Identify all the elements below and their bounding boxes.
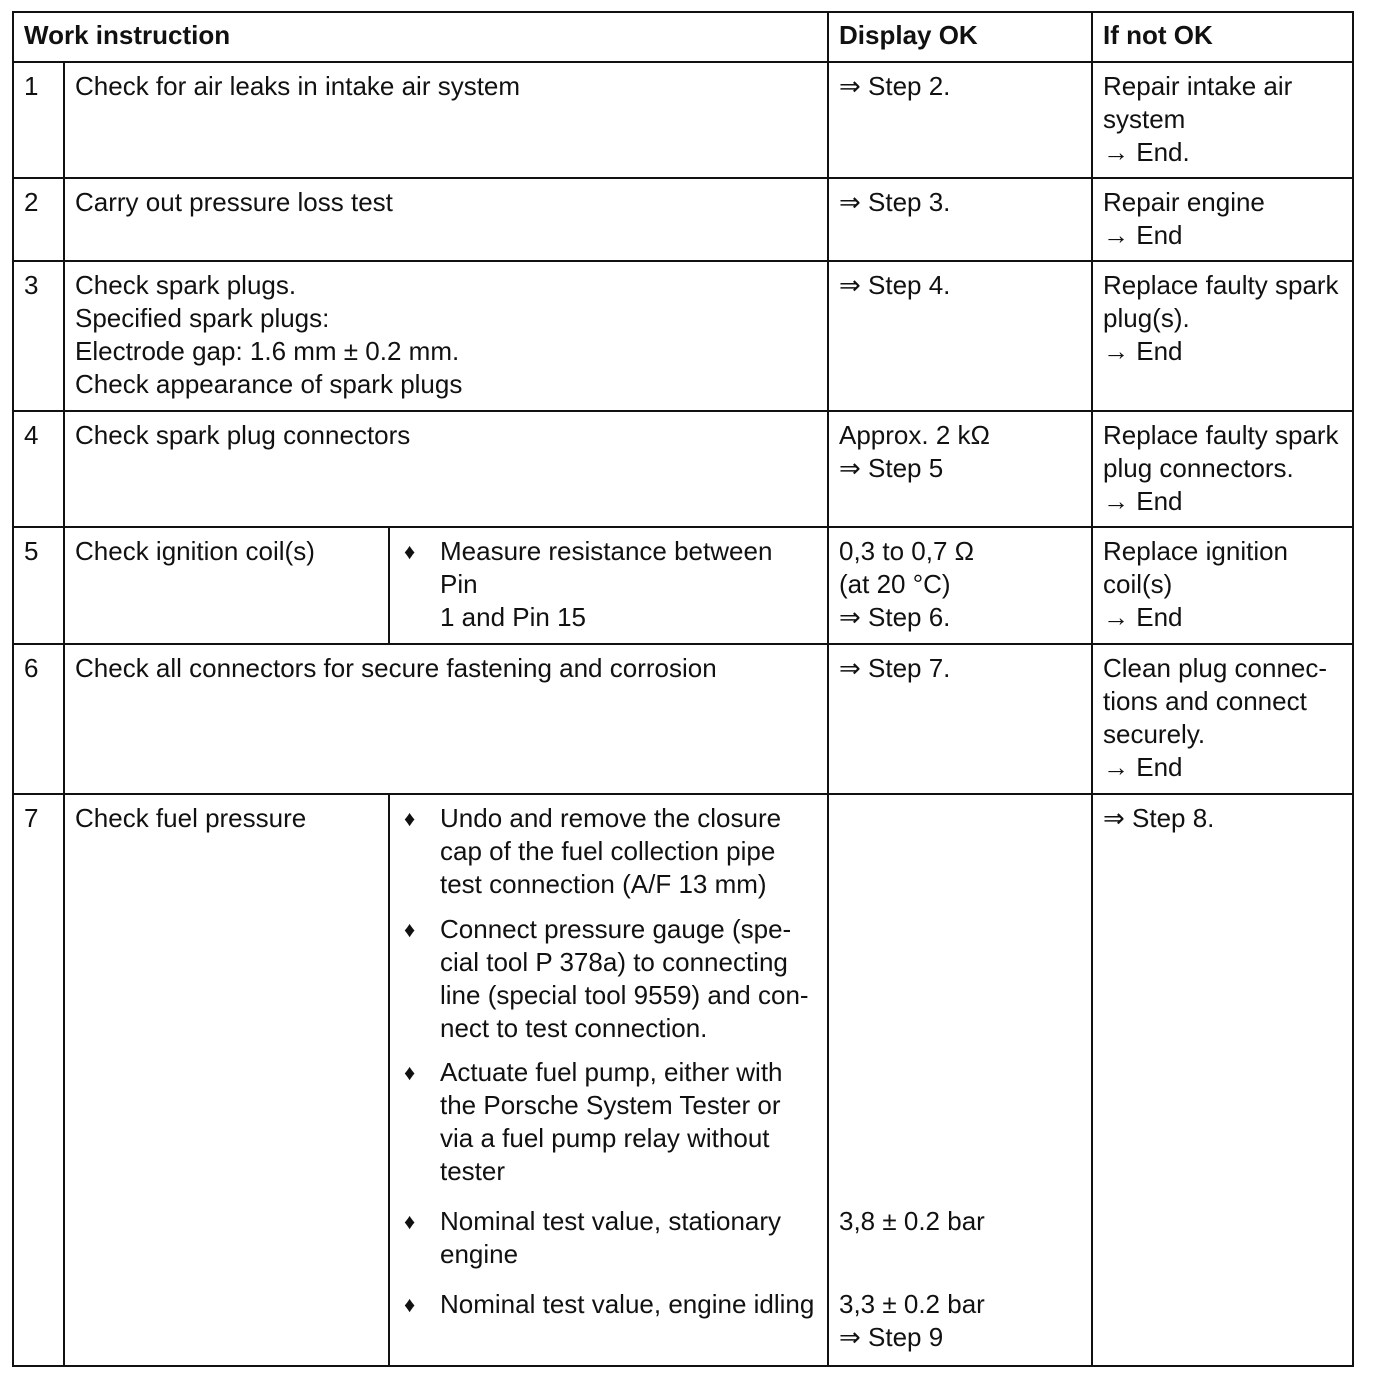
display-ok-text: ⇒ Step 6. (839, 602, 951, 632)
detail-text: Actuate fuel pump, either with (440, 1057, 783, 1087)
instruction-text: Check ignition coil(s) (75, 536, 315, 566)
if-not-ok-cell (1092, 644, 1353, 794)
if-not-ok-cell (1092, 62, 1353, 178)
if-not-ok-text: Replace faulty spark (1103, 420, 1339, 450)
if-not-ok-text: Replace faulty spark (1103, 270, 1339, 300)
instruction-text: Check all connectors for secure fastening and corrosion (75, 653, 717, 683)
detail-text: the Porsche System Tester or (440, 1090, 781, 1120)
if-not-ok-text: system (1103, 104, 1186, 134)
instruction-cell (64, 644, 828, 794)
bullet-diamond-icon: ♦ (404, 806, 416, 831)
detail-text: line (special tool 9559) and con- (440, 980, 809, 1010)
instruction-text: Check appearance of spark plugs (75, 369, 463, 399)
instruction-cell (64, 261, 828, 411)
instruction-text: Specified spark plugs: (75, 303, 330, 333)
if-not-ok-text: → End (1103, 486, 1183, 516)
instruction-text: Check spark plugs. (75, 270, 297, 300)
bullet-diamond-icon: ♦ (404, 1292, 416, 1317)
bullet-item (400, 1288, 817, 1321)
bullet-item (400, 802, 817, 902)
spacer (839, 1238, 1081, 1288)
if-not-ok-text: coil(s) (1103, 569, 1173, 599)
bullet-diamond-icon: ♦ (404, 539, 416, 564)
display-ok-text: ⇒ Step 5 (839, 453, 944, 483)
display-ok-cell (828, 178, 1092, 261)
table-row (13, 261, 1353, 411)
if-not-ok-cell (1092, 178, 1353, 261)
detail-text: Nominal test value, engine idling (440, 1289, 815, 1319)
work-instruction-table (12, 11, 1354, 1367)
detail-text: cial tool P 378a) to connecting (440, 947, 788, 977)
step-number: 7 (13, 794, 64, 1366)
display-ok-text: ⇒ Step 2. (839, 71, 951, 101)
header-display-ok: Display OK (828, 12, 1092, 62)
table-row (13, 178, 1353, 261)
detail-text: cap of the fuel collection pipe (440, 836, 776, 866)
display-ok-cell (828, 794, 1092, 1366)
bullet-item (400, 535, 817, 634)
bullet-item (400, 913, 817, 1045)
bullet-diamond-icon: ♦ (404, 1060, 416, 1085)
display-ok-cell (828, 644, 1092, 794)
detail-text: nect to test connection. (440, 1013, 708, 1043)
detail-text: test connection (A/F 13 mm) (440, 869, 767, 899)
header-work-instruction: Work instruction (13, 12, 828, 62)
instruction-cell (64, 62, 828, 178)
bullet-item (400, 1205, 817, 1271)
if-not-ok-text: plug connectors. (1103, 453, 1294, 483)
instruction-text: Check for air leaks in intake air system (75, 71, 521, 101)
detail-cell (389, 527, 828, 644)
table-row (13, 411, 1353, 527)
display-ok-text: ⇒ Step 9 (839, 1322, 944, 1352)
display-ok-text: ⇒ Step 7. (839, 653, 951, 683)
display-ok-text: Approx. 2 kΩ (839, 420, 990, 450)
step-number: 5 (13, 527, 64, 644)
if-not-ok-text: → End. (1103, 137, 1190, 167)
header-row (13, 12, 1353, 62)
if-not-ok-text: → End (1103, 602, 1183, 632)
display-ok-text: ⇒ Step 3. (839, 187, 951, 217)
if-not-ok-text: securely. (1103, 719, 1206, 749)
step-number: 3 (13, 261, 64, 411)
bullet-diamond-icon: ♦ (404, 1209, 416, 1234)
display-ok-text: 3,3 ± 0.2 bar (839, 1289, 985, 1319)
instruction-text: Electrode gap: 1.6 mm ± 0.2 mm. (75, 336, 460, 366)
instruction-cell (64, 794, 389, 1366)
detail-text: engine (440, 1239, 519, 1269)
display-ok-cell (828, 261, 1092, 411)
detail-text: Undo and remove the closure (440, 803, 782, 833)
table-row (13, 527, 1353, 644)
step-number: 6 (13, 644, 64, 794)
if-not-ok-text: Replace ignition (1103, 536, 1289, 566)
if-not-ok-cell (1092, 527, 1353, 644)
if-not-ok-cell (1092, 411, 1353, 527)
instruction-text: Check spark plug connectors (75, 420, 411, 450)
table-row (13, 62, 1353, 178)
display-ok-text: ⇒ Step 4. (839, 270, 951, 300)
if-not-ok-text: → End (1103, 336, 1183, 366)
table-row (13, 794, 1353, 1366)
if-not-ok-text: plug(s). (1103, 303, 1190, 333)
display-ok-cell (828, 411, 1092, 527)
detail-text: Measure resistance between Pin (440, 536, 773, 599)
step-number: 2 (13, 178, 64, 261)
step-number: 1 (13, 62, 64, 178)
detail-text: Nominal test value, stationary (440, 1206, 782, 1236)
instruction-text: Check fuel pressure (75, 803, 307, 833)
spacer (839, 802, 1081, 1205)
bullet-item (400, 1056, 817, 1188)
if-not-ok-text: → End (1103, 752, 1183, 782)
detail-text: via a fuel pump relay without (440, 1123, 770, 1153)
detail-text: tester (440, 1156, 506, 1186)
display-ok-cell (828, 62, 1092, 178)
step-number: 4 (13, 411, 64, 527)
table-row (13, 644, 1353, 794)
display-ok-text: (at 20 °C) (839, 569, 951, 599)
detail-text: 1 and Pin 15 (440, 602, 587, 632)
detail-text: Connect pressure gauge (spe- (440, 914, 792, 944)
display-ok-text: 0,3 to 0,7 Ω (839, 536, 975, 566)
instruction-text: Carry out pressure loss test (75, 187, 393, 217)
bullet-diamond-icon: ♦ (404, 917, 416, 942)
if-not-ok-cell (1092, 261, 1353, 411)
instruction-cell (64, 178, 828, 261)
if-not-ok-text: Repair engine (1103, 187, 1265, 217)
if-not-ok-text: → End (1103, 220, 1183, 250)
if-not-ok-text: Repair intake air (1103, 71, 1293, 101)
instruction-cell (64, 527, 389, 644)
display-ok-cell (828, 527, 1092, 644)
if-not-ok-text: ⇒ Step 8. (1103, 803, 1215, 833)
detail-cell (389, 794, 828, 1366)
if-not-ok-text: Clean plug connec- (1103, 653, 1328, 683)
display-ok-text: 3,8 ± 0.2 bar (839, 1206, 985, 1236)
instruction-cell (64, 411, 828, 527)
if-not-ok-cell (1092, 794, 1353, 1366)
if-not-ok-text: tions and connect (1103, 686, 1307, 716)
header-if-not-ok: If not OK (1092, 12, 1353, 62)
